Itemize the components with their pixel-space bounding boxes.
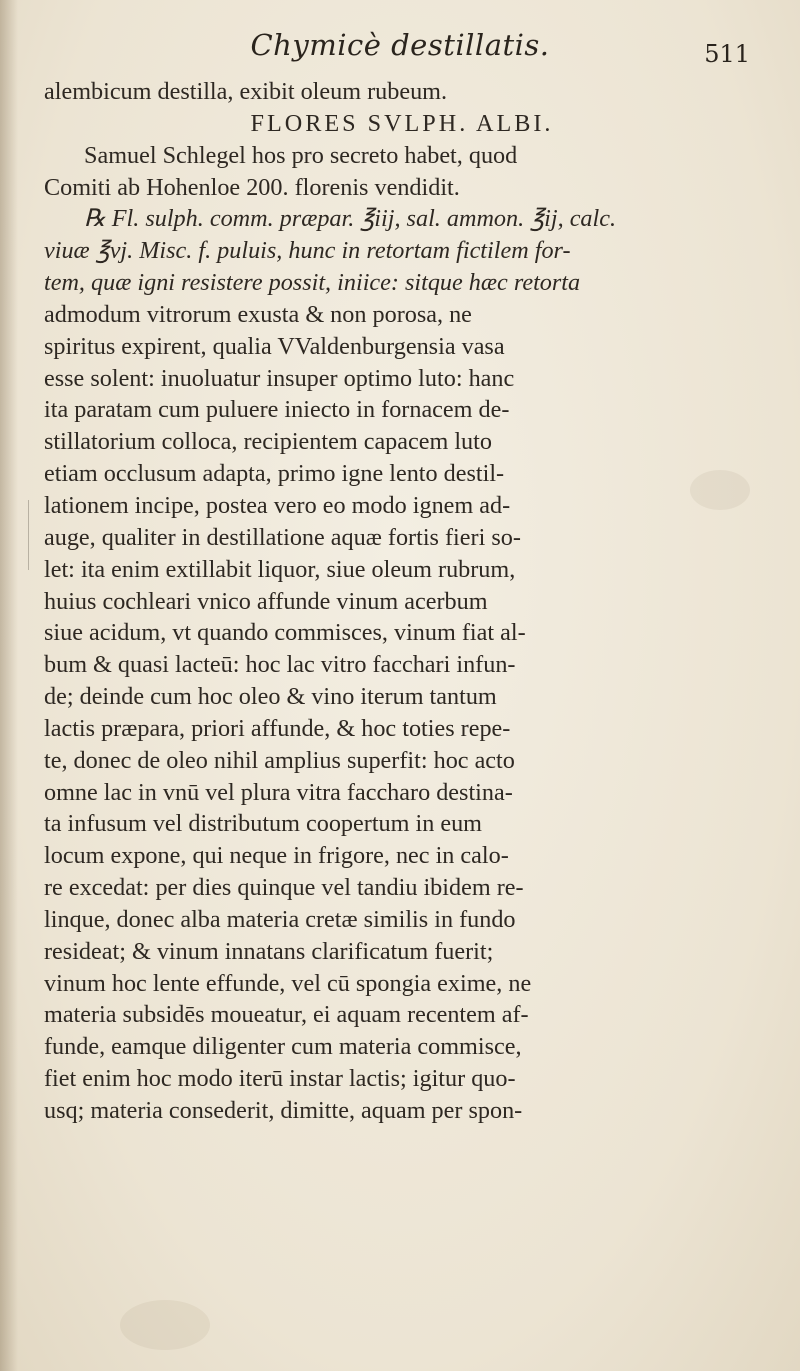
margin-mark — [28, 500, 29, 570]
section-heading: FLORES SVLPH. ALBI. — [250, 109, 554, 137]
text-line: alembicum destilla, exibit oleum rubeum. — [44, 78, 448, 105]
text-line: lationem incipe, postea vero eo modo ignem ad- — [44, 491, 511, 519]
text-line: auge, qualiter in destillatione aquæ fortis fieri so- — [44, 523, 521, 551]
text-line: ta infusum vel distributum coopertum in eum — [44, 810, 482, 838]
text-line: admodum vitrorum exusta & non porosa, ne — [44, 300, 472, 328]
text-line: re excedat: per dies quinque vel tandiu ibidem re- — [44, 874, 524, 902]
text-line: funde, eamque diligenter cum materia commisce, — [44, 1033, 522, 1061]
text-line: tem, quæ igni resistere possit, iniice: sitque hæc retorta — [44, 269, 581, 297]
body-text — [44, 76, 760, 1127]
text-line: Samuel Schlegel hos pro secreto habet, quod — [84, 141, 518, 169]
text-line: vinum hoc lente effunde, vel cū spongia exime, ne — [44, 969, 532, 997]
text-line: esse solent: inuoluatur insuper optimo luto: hanc — [44, 364, 515, 392]
text-line: ita paratam cum puluere iniecto in fornacem de- — [44, 396, 510, 424]
text-line: etiam occlusum adapta, primo igne lento destil- — [44, 460, 505, 488]
text-line: spiritus expirent, qualia VValdenburgensia vasa — [44, 332, 505, 360]
text-line: bum & quasi lacteū: hoc lac vitro facchari infun- — [44, 651, 516, 679]
text-line: omne lac in vnū vel plura vitra faccharo destina- — [44, 778, 513, 806]
text-line: let: ita enim extillabit liquor, siue oleum rubrum, — [44, 555, 516, 583]
text-line: locum expone, qui neque in frigore, nec in calo- — [44, 842, 509, 870]
paper-stain — [120, 1300, 210, 1350]
page-number: 511 — [704, 40, 750, 68]
text-line: usq; materia consederit, dimitte, aquam per spon- — [44, 1097, 523, 1124]
running-head: Chymicè destillatis. — [250, 28, 550, 62]
text-line: ℞ Fl. sulph. comm. præpar. ℥iij, sal. ammon. ℥ij, calc. — [84, 205, 617, 233]
text-line: stillatorium colloca, recipientem capacem luto — [44, 428, 492, 456]
text-line: te, donec de oleo nihil amplius superfit: hoc acto — [44, 746, 515, 774]
text-line: materia subsidēs moueatur, ei aquam recentem af- — [44, 1001, 529, 1029]
text-line: siue acidum, vt quando commisces, vinum fiat al- — [44, 619, 526, 647]
text-line: de; deinde cum hoc oleo & vino iterum tantum — [44, 683, 497, 711]
text-line: viuæ ℥vj. Misc. f. puluis, hunc in retortam fictilem for- — [44, 237, 571, 265]
text-line: linque, donec alba materia cretæ similis in fundo — [44, 905, 516, 933]
page-header — [0, 28, 800, 76]
text-line: fiet enim hoc modo iterū instar lactis; igitur quo- — [44, 1065, 516, 1093]
text-line: huius cochleari vnico affunde vinum acerbum — [44, 587, 488, 615]
text-line: lactis præpara, priori affunde, & hoc toties repe- — [44, 714, 511, 742]
text-line: Comiti ab Hohenloe 200. florenis vendidit. — [44, 173, 460, 201]
text-line: resideat; & vinum innatans clarificatum fuerit; — [44, 937, 494, 965]
spine-shadow — [0, 0, 18, 1371]
